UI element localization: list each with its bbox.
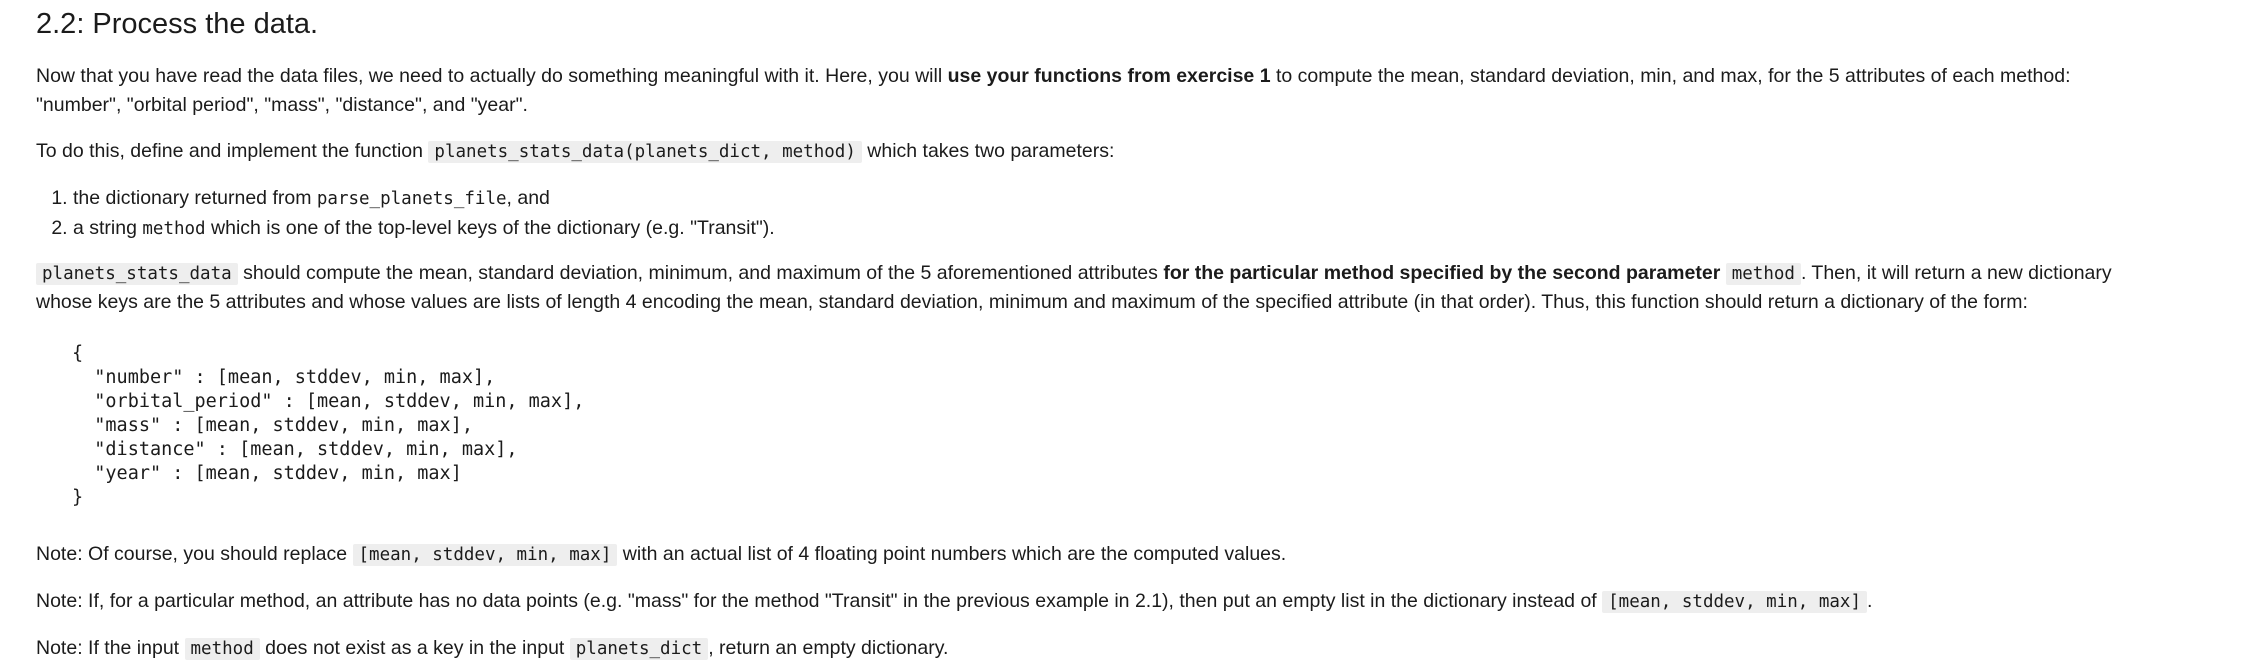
inline-code: [mean, stddev, min, max] bbox=[353, 544, 618, 566]
define-text-after: which takes two parameters: bbox=[861, 140, 1115, 162]
intro-text-continued: to compute the mean, standard deviation, min, and max, for the 5 attributes of each method: bbox=[1270, 65, 2071, 87]
description-text: should compute the mean, standard deviation, minimum, and maximum of the 5 aforementioned attributes bbox=[237, 262, 1164, 284]
intro-paragraph-line1 bbox=[36, 62, 2071, 91]
description-text: . Then, it will return a new dictionary bbox=[1800, 262, 2112, 284]
inline-code: planets_stats_data bbox=[36, 263, 238, 285]
inline-code: method bbox=[142, 219, 206, 239]
intro-paragraph-line2: "number", "orbital period", "mass", "distance", and "year". bbox=[36, 94, 528, 116]
note-paragraph bbox=[36, 634, 948, 664]
note-paragraph bbox=[36, 587, 1872, 617]
define-paragraph bbox=[36, 137, 1114, 167]
inline-code: method bbox=[1726, 263, 1801, 285]
inline-code: planets_dict bbox=[570, 638, 708, 660]
list-item-text: which is one of the top-level keys of the dictionary (e.g. "Transit"). bbox=[205, 217, 775, 239]
list-item-text: a string bbox=[73, 217, 143, 239]
parameter-list bbox=[36, 184, 775, 244]
list-item bbox=[73, 184, 775, 214]
note-text: Note: If the input bbox=[36, 637, 185, 659]
note-text: with an actual list of 4 floating point numbers which are the computed values. bbox=[617, 543, 1287, 565]
note-text: Note: Of course, you should replace bbox=[36, 543, 353, 565]
description-paragraph-line1 bbox=[36, 259, 2112, 289]
note-paragraph bbox=[36, 540, 1286, 570]
note-text: does not exist as a key in the input bbox=[259, 637, 570, 659]
inline-code: parse_planets_file bbox=[316, 189, 507, 209]
note-text: . bbox=[1867, 590, 1873, 612]
inline-code: [mean, stddev, min, max] bbox=[1602, 591, 1867, 613]
list-item-text: , and bbox=[506, 187, 550, 209]
inline-code: method bbox=[185, 638, 260, 660]
section-heading: 2.2: Process the data. bbox=[36, 8, 319, 40]
list-item-text: the dictionary returned from bbox=[73, 187, 317, 209]
description-bold-text: for the particular method specified by the second parameter bbox=[1163, 262, 1721, 284]
description-paragraph-line2: whose keys are the 5 attributes and whose values are lists of length 4 encoding the mean, standard deviation, minimum and maximum of the specified attribute (in that order). Thus, this function should return a dictionary of the form: bbox=[36, 291, 2028, 313]
function-signature-code: planets_stats_data(planets_dict, method) bbox=[428, 141, 861, 163]
note-text: , return an empty dictionary. bbox=[708, 637, 949, 659]
define-text: To do this, define and implement the function bbox=[36, 140, 429, 162]
intro-bold-text: use your functions from exercise 1 bbox=[947, 65, 1271, 87]
code-block: { "number" : [mean, stddev, min, max], "orbital_period" : [mean, stddev, min, max], "mass" : [mean, stddev, min, max], "distance" : [mean, stddev, min, max], "year" : [mean, stddev, min, max] } bbox=[72, 343, 585, 508]
list-item bbox=[73, 214, 775, 244]
intro-text: Now that you have read the data files, we need to actually do something meaningful with it. Here, you will bbox=[36, 65, 948, 87]
note-text: Note: If, for a particular method, an attribute has no data points (e.g. "mass" for the method "Transit" in the previous example in 2.1), then put an empty list in the dictionary instead of bbox=[36, 590, 1603, 612]
